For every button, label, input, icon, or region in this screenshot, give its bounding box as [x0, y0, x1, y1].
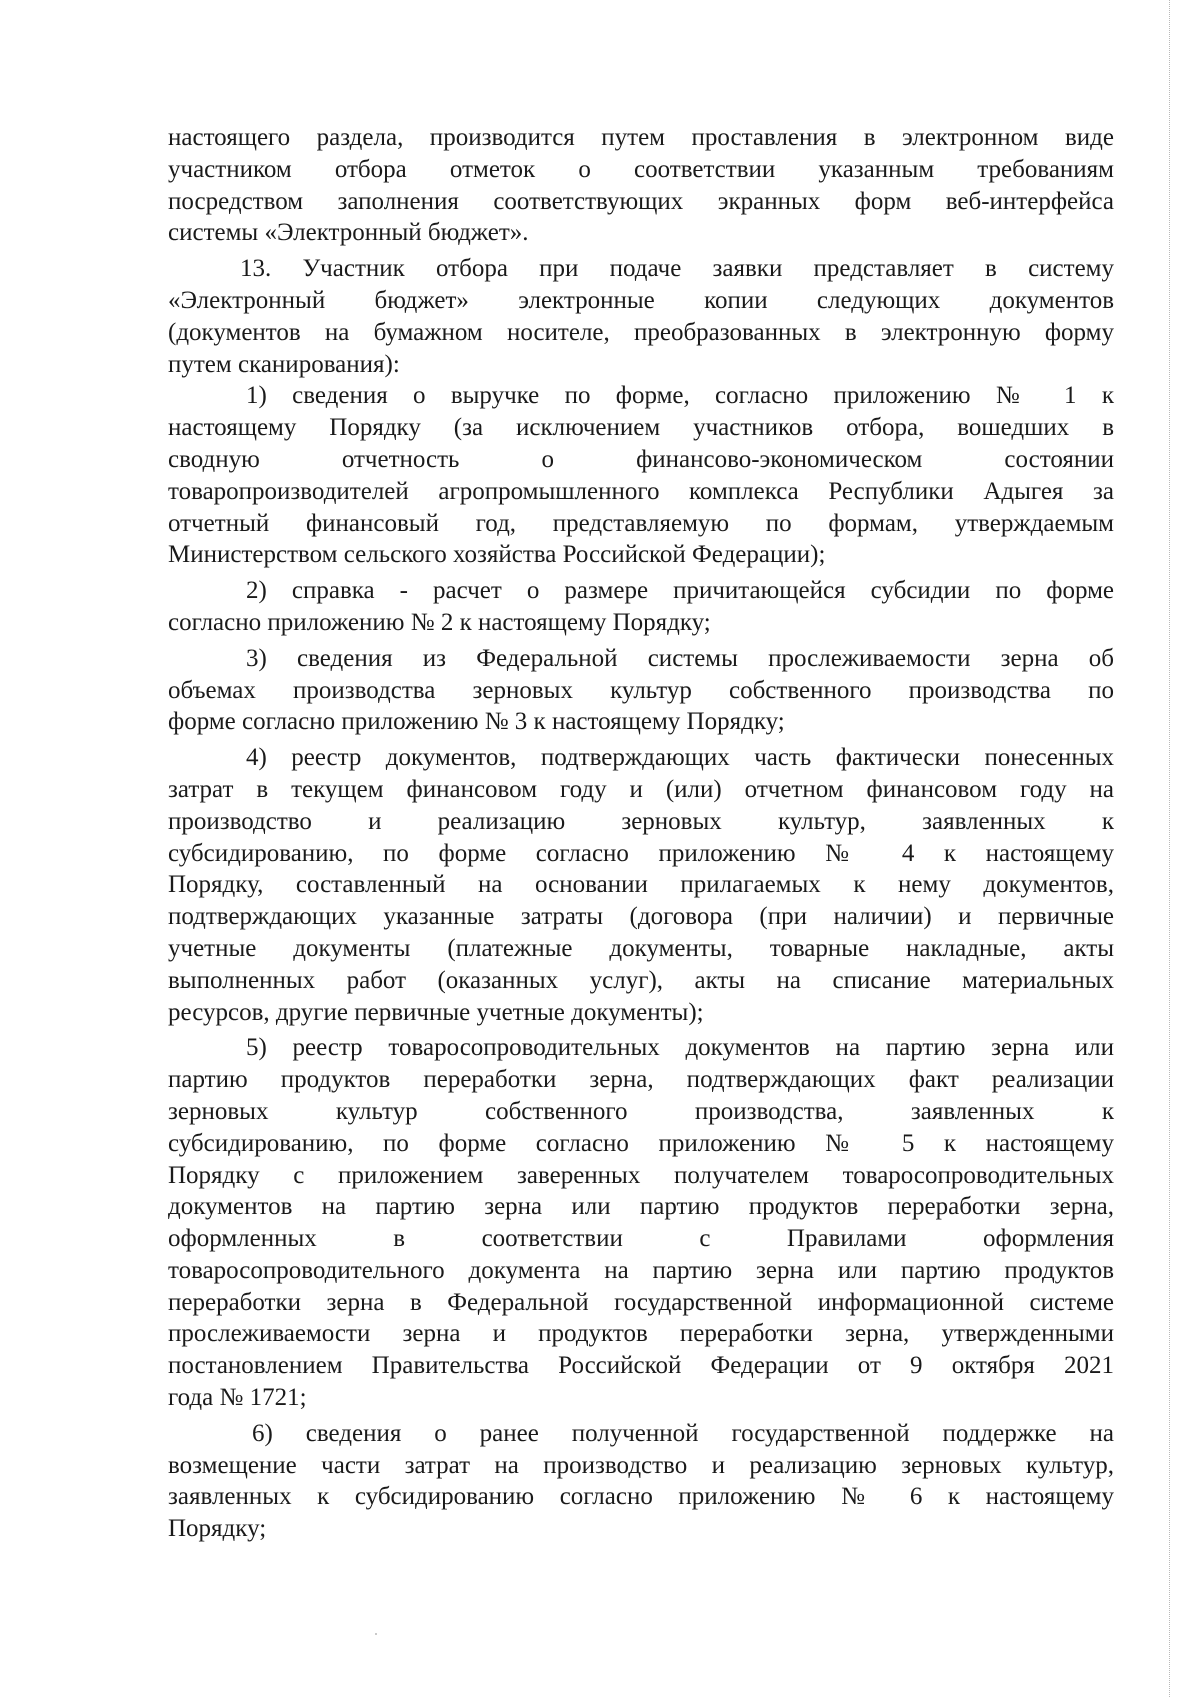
scan-speck: [375, 1633, 377, 1635]
text-line: документов на партию зерна или партию продуктов переработки зерна,: [168, 1193, 1114, 1221]
document-body: [168, 122, 1114, 1545]
text-line: товаросопроводительного документа на партию зерна или партию продуктов: [168, 1256, 1114, 1284]
text-line: настоящего раздела, производится путем проставления в электронном виде: [168, 124, 1114, 151]
text-line: партию продуктов переработки зерна, подтверждающих факт реализации: [168, 1066, 1114, 1094]
text-line: затрат в текущем финансовом году и (или) отчетном финансовом году на: [168, 775, 1114, 803]
item-1-line: 1) сведения о выручке по форме, согласно приложению № 1 к: [246, 382, 1114, 410]
item-6-line: 6) сведения о ранее полученной государственной поддержке на: [252, 1419, 1114, 1447]
text-line: объемах производства зерновых культур собственного производства по: [168, 676, 1114, 704]
text-line: Министерством сельского хозяйства Российской Федерации);: [168, 541, 826, 569]
text-line: возмещение части затрат на производство и реализацию зерновых культур,: [168, 1451, 1114, 1479]
text-line: зерновых культур собственного производства, заявленных к: [168, 1097, 1114, 1125]
text-line: Порядку;: [168, 1515, 267, 1543]
item-5-line: 5) реестр товаросопроводительных документов на партию зерна или: [246, 1034, 1114, 1062]
text-line: Порядку с приложением заверенных получателем товаросопроводительных: [168, 1161, 1114, 1189]
text-line: переработки зерна в Федеральной государственной информационной системе: [168, 1288, 1114, 1316]
text-line: сводную отчетность о финансово-экономическом состоянии: [168, 445, 1114, 473]
text-line: участником отбора отметок о соответствии указанным требованиям: [168, 155, 1114, 183]
item-2-line: 2) справка - расчет о размере причитающейся субсидии по форме: [246, 577, 1114, 605]
text-line: согласно приложению № 2 к настоящему Порядку;: [168, 608, 711, 636]
text-line: оформленных в соответствии с Правилами оформления: [168, 1225, 1114, 1253]
text-line: посредством заполнения соответствующих экранных форм веб-интерфейса: [168, 187, 1114, 215]
text-line: подтверждающих указанные затраты (договора (при наличии) и первичные: [168, 903, 1114, 931]
paragraph-13-line: 13. Участник отбора при подаче заявки представляет в систему: [240, 255, 1114, 283]
text-line: производство и реализацию зерновых культур, заявленных к: [168, 807, 1114, 835]
scan-edge-line: [1169, 0, 1170, 1697]
item-4-line: 4) реестр документов, подтверждающих часть фактически понесенных: [246, 744, 1114, 772]
text-line: системы «Электронный бюджет».: [168, 219, 529, 247]
text-line: субсидированию, по форме согласно приложению № 5 к настоящему: [168, 1129, 1114, 1157]
text-line: форме согласно приложению № 3 к настоящему Порядку;: [168, 708, 785, 736]
text-line: прослеживаемости зерна и продуктов переработки зерна, утвержденными: [168, 1320, 1114, 1348]
text-line: «Электронный бюджет» электронные копии следующих документов: [168, 286, 1114, 314]
text-line: настоящему Порядку (за исключением участников отбора, вошедших в: [168, 414, 1114, 442]
text-line: путем сканирования):: [168, 350, 400, 378]
text-line: (документов на бумажном носителе, преобразованных в электронную форму: [168, 318, 1114, 346]
text-line: учетные документы (платежные документы, товарные накладные, акты: [168, 934, 1114, 962]
text-line: заявленных к субсидированию согласно приложению № 6 к настоящему: [168, 1483, 1114, 1511]
text-line: выполненных работ (оказанных услуг), акты на списание материальных: [168, 966, 1114, 994]
text-line: года № 1721;: [168, 1384, 307, 1412]
text-line: ресурсов, другие первичные учетные документы);: [168, 998, 704, 1026]
text-line: товаропроизводителей агропромышленного комплекса Республики Адыгея за: [168, 477, 1114, 505]
text-line: постановлением Правительства Российской Федерации от 9 октября 2021: [168, 1352, 1114, 1380]
text-line: субсидированию, по форме согласно приложению № 4 к настоящему: [168, 839, 1114, 867]
item-3-line: 3) сведения из Федеральной системы прослеживаемости зерна об: [246, 644, 1114, 672]
text-line: отчетный финансовый год, представляемую по формам, утверждаемым: [168, 509, 1114, 537]
text-line: Порядку, составленный на основании прилагаемых к нему документов,: [168, 871, 1114, 899]
